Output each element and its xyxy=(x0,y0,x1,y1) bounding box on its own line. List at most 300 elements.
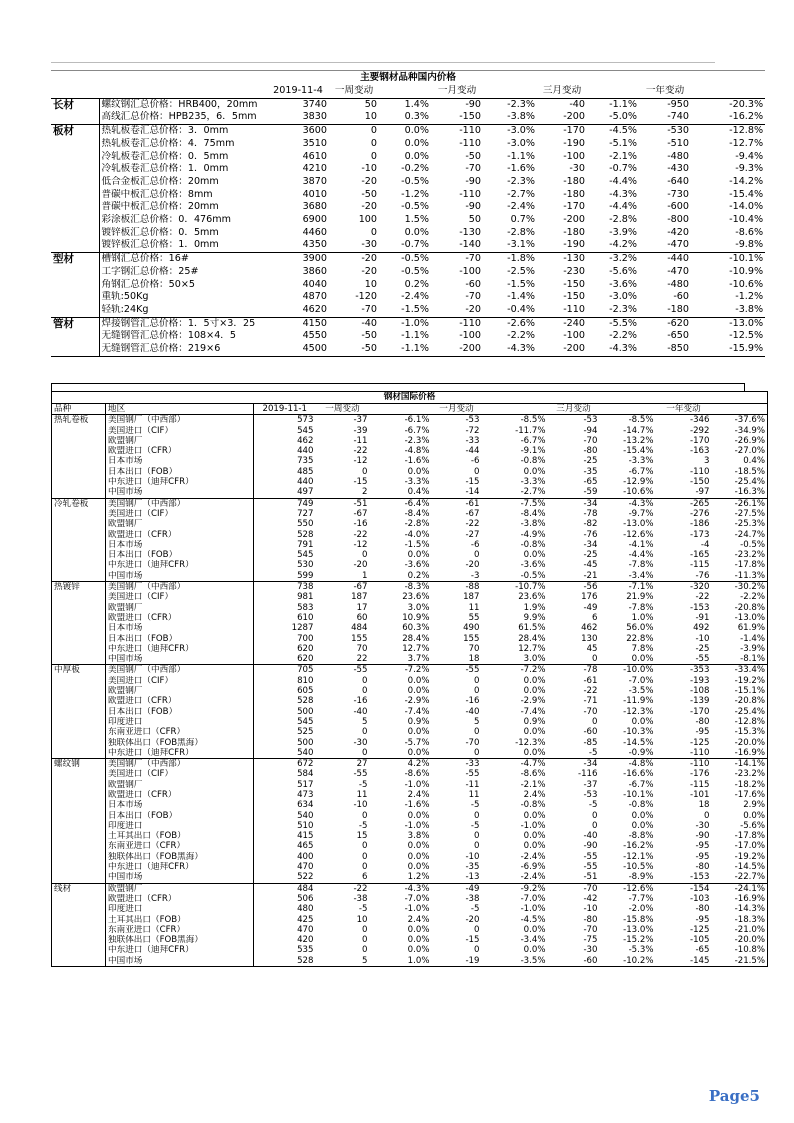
value-cell: 705 xyxy=(254,665,316,676)
category-cell xyxy=(52,519,106,529)
value-cell: -60 xyxy=(583,727,598,738)
value-cell: -292 xyxy=(689,425,710,436)
table-row xyxy=(52,841,768,851)
item-name-cell: 中国市场 xyxy=(106,872,254,883)
category-cell xyxy=(52,935,106,945)
value-cell: 0.0% xyxy=(523,466,546,477)
value-cell: -2.1% xyxy=(520,779,546,790)
value-cell: 0 xyxy=(474,747,480,758)
value-cell: -1.0% xyxy=(404,904,430,915)
value-cell: -2.2% xyxy=(609,330,637,342)
value-cell: -0.8% xyxy=(520,800,546,811)
value-cell: -12.8% xyxy=(691,125,765,138)
item-name-cell: 中东进口（迪拜CFR） xyxy=(106,862,254,872)
value-cell: -0.7% xyxy=(609,163,637,175)
table-row xyxy=(51,291,765,304)
value-cell: -165 xyxy=(689,550,710,561)
value-cell: -10.8% xyxy=(734,945,766,956)
value-cell: -346 xyxy=(689,415,710,426)
value-cell: 56.0% xyxy=(626,623,654,634)
value-cell: 470 xyxy=(297,924,314,935)
value-cell: -480 xyxy=(667,278,689,290)
table-row xyxy=(52,446,768,456)
value-cell: -140 xyxy=(459,239,481,251)
value-cell: -72 xyxy=(465,425,480,436)
value-cell: -180 xyxy=(563,188,585,200)
value-cell: -10.1% xyxy=(623,789,654,800)
value-cell: -170 xyxy=(537,125,587,138)
value-cell: 0 xyxy=(474,727,480,738)
item-name-cell: 日本市场 xyxy=(106,456,254,466)
value-cell: -4.1% xyxy=(628,539,654,550)
value-cell: 0.0% xyxy=(407,675,430,686)
item-name-cell: 美国进口（CIF） xyxy=(106,509,254,519)
value-cell: 700 xyxy=(297,633,314,644)
value-cell: -8.6% xyxy=(404,769,430,780)
value-cell: -44 xyxy=(465,446,480,457)
header-cell xyxy=(712,404,768,415)
value-cell: -10.0% xyxy=(600,665,656,676)
item-name-cell: 欧盟钢厂 xyxy=(106,603,254,613)
value-cell: -5 xyxy=(470,904,480,915)
header-cell xyxy=(482,404,548,415)
value-cell: -7.5% xyxy=(482,498,548,509)
value-cell: 0 xyxy=(474,550,480,561)
value-cell: 3830 xyxy=(302,111,327,123)
table-row xyxy=(52,467,768,477)
value-cell: -4.3% xyxy=(609,188,637,200)
value-cell: -20.0% xyxy=(734,737,766,748)
value-cell: -0.5% xyxy=(379,253,431,266)
item-name-cell: 彩涂板汇总价格：0．476mm xyxy=(101,214,231,226)
value-cell: -800 xyxy=(667,214,689,226)
value-cell: -6.7% xyxy=(628,466,654,477)
value-cell: 583 xyxy=(297,602,314,613)
value-cell: 4150 xyxy=(267,317,329,330)
item-name-cell: 美国钢厂（中西部） xyxy=(106,665,254,676)
table-row xyxy=(52,623,768,633)
table-row xyxy=(52,956,768,967)
value-cell: -37.6% xyxy=(734,415,766,426)
value-cell: -9.8% xyxy=(735,239,764,251)
value-cell: 517 xyxy=(297,779,314,790)
category-cell xyxy=(52,686,106,696)
value-cell: -27.5% xyxy=(734,508,766,519)
value-cell: -4.3% xyxy=(587,343,639,356)
item-name-cell: 高线汇总价格：HPB235，6．5mm xyxy=(101,111,257,123)
value-cell: -50 xyxy=(465,150,481,162)
table-row xyxy=(52,925,768,935)
value-cell: -23.2% xyxy=(734,769,766,780)
value-cell: 545 xyxy=(297,550,314,561)
item-name-cell: 欧盟进口（CFR） xyxy=(106,894,254,904)
value-cell: -15 xyxy=(353,477,368,488)
value-cell: -180 xyxy=(563,226,585,238)
value-cell: 11 xyxy=(356,789,368,800)
value-cell: -5.0% xyxy=(609,111,637,123)
value-cell: -27.0% xyxy=(734,446,766,457)
value-cell: -3.9% xyxy=(609,226,637,238)
table-row xyxy=(52,717,768,727)
value-cell: -4.7% xyxy=(482,759,548,770)
header-cell: 三月变动 xyxy=(537,85,587,98)
value-cell: 0 xyxy=(370,150,377,162)
value-cell: 4350 xyxy=(302,239,327,251)
value-cell: 1.4% xyxy=(404,98,429,110)
value-cell: 0 xyxy=(592,820,598,831)
value-cell: 0.9% xyxy=(407,716,430,727)
value-cell: -2.5% xyxy=(507,265,535,277)
value-cell: 0 xyxy=(474,945,480,956)
value-cell: 672 xyxy=(254,759,316,770)
value-cell: -70 xyxy=(583,435,598,446)
value-cell: 480 xyxy=(297,904,314,915)
value-cell: -163 xyxy=(689,446,710,457)
value-cell: -0.8% xyxy=(520,539,546,550)
item-name-cell: 欧盟钢厂 xyxy=(106,780,254,790)
value-cell: -3.0% xyxy=(483,125,537,138)
item-name-cell: 中东进口（迪拜CFR） xyxy=(106,560,254,570)
value-cell: -30 xyxy=(583,945,598,956)
value-cell: -100 xyxy=(563,150,585,162)
value-cell: 522 xyxy=(297,872,314,883)
value-cell: 4010 xyxy=(302,188,327,200)
header-cell xyxy=(600,404,656,415)
value-cell: 4610 xyxy=(302,150,327,162)
value-cell: 484 xyxy=(351,623,368,634)
header-cell: 2019-11-4 xyxy=(267,85,329,98)
value-cell: 599 xyxy=(297,570,314,581)
value-cell: -5.1% xyxy=(609,137,637,149)
value-cell: 10 xyxy=(364,278,377,290)
value-cell: 550 xyxy=(297,519,314,530)
value-cell: -30.2% xyxy=(712,582,768,593)
value-cell: 6900 xyxy=(302,214,327,226)
value-cell: -25 xyxy=(583,550,598,561)
value-cell: 0.0% xyxy=(523,747,546,758)
value-cell: -130 xyxy=(459,226,481,238)
value-cell: -115 xyxy=(689,779,710,790)
value-cell: 0.0% xyxy=(407,841,430,852)
value-cell: 749 xyxy=(254,498,316,509)
value-cell: -10 xyxy=(361,163,377,175)
table-row xyxy=(51,214,765,227)
value-cell: -15.4% xyxy=(729,188,764,200)
category-cell xyxy=(52,436,106,446)
value-cell: 1.5% xyxy=(404,214,429,226)
category-cell xyxy=(52,613,106,623)
table-header-row xyxy=(52,404,768,415)
category-cell xyxy=(52,925,106,935)
value-cell: -100 xyxy=(563,330,585,342)
value-cell: -19 xyxy=(465,955,480,966)
value-cell: 738 xyxy=(254,582,316,593)
value-cell: 0.4% xyxy=(407,487,430,498)
table-row xyxy=(52,862,768,872)
value-cell: 415 xyxy=(297,831,314,842)
value-cell: -1.0% xyxy=(520,820,546,831)
value-cell: -5.6% xyxy=(740,820,766,831)
value-cell: -20.8% xyxy=(734,602,766,613)
item-name-cell: 中国市场 xyxy=(106,487,254,498)
table-row xyxy=(51,279,765,292)
value-cell: 490 xyxy=(463,623,480,634)
value-cell: -440 xyxy=(639,253,691,266)
item-name-cell: 欧盟进口（CFR） xyxy=(106,613,254,623)
table-row xyxy=(52,477,768,487)
value-cell: -70 xyxy=(583,706,598,717)
value-cell: -3.4% xyxy=(520,935,546,946)
category-cell: 热轧卷板 xyxy=(52,415,106,426)
value-cell: 400 xyxy=(297,851,314,862)
value-cell: -30 xyxy=(353,737,368,748)
value-cell: 4870 xyxy=(302,291,327,303)
value-cell: 0 xyxy=(362,675,368,686)
value-cell: -76 xyxy=(695,570,710,581)
value-cell: -5.6% xyxy=(609,265,637,277)
value-cell: -95 xyxy=(695,727,710,738)
value-cell: -40 xyxy=(329,317,379,330)
value-cell: -276 xyxy=(689,508,710,519)
value-cell: -30 xyxy=(695,820,710,831)
value-cell: 634 xyxy=(297,800,314,811)
value-cell: -3.6% xyxy=(609,278,637,290)
value-cell: -1.6% xyxy=(507,163,535,175)
value-cell: 12.7% xyxy=(402,643,430,654)
value-cell: -67 xyxy=(465,508,480,519)
value-cell: 0.0% xyxy=(407,935,430,946)
value-cell: -7.2% xyxy=(370,665,432,676)
value-cell: 540 xyxy=(297,810,314,821)
value-cell: 45 xyxy=(586,643,598,654)
value-cell: -10.4% xyxy=(729,214,764,226)
category-cell xyxy=(52,790,106,800)
value-cell: -1.0% xyxy=(520,904,546,915)
header-cell: 一月变动 xyxy=(432,404,482,415)
table-row xyxy=(51,125,765,138)
value-cell: -26.9% xyxy=(734,435,766,446)
value-cell: -7.0% xyxy=(404,893,430,904)
page-number-label: Page5 xyxy=(708,1087,760,1105)
category-cell: 螺纹钢 xyxy=(52,759,106,770)
table-row xyxy=(51,343,765,356)
value-cell: -90 xyxy=(465,175,481,187)
value-cell: -33 xyxy=(432,759,482,770)
value-cell: 0.0% xyxy=(407,945,430,956)
value-cell: -60 xyxy=(583,955,598,966)
value-cell: 23.6% xyxy=(518,592,546,603)
value-cell: -4.3% xyxy=(370,883,432,894)
value-cell: -5.5% xyxy=(587,317,639,330)
value-cell: -470 xyxy=(667,239,689,251)
value-cell: -35 xyxy=(583,466,598,477)
value-cell: -20.8% xyxy=(734,696,766,707)
table-row xyxy=(52,935,768,945)
value-cell: -15 xyxy=(465,935,480,946)
category-cell xyxy=(52,509,106,519)
value-cell: 15 xyxy=(356,831,368,842)
value-cell: -4.3% xyxy=(600,498,656,509)
value-cell: -0.4% xyxy=(507,303,535,315)
value-cell: -16.9% xyxy=(734,893,766,904)
value-cell: 70 xyxy=(468,643,480,654)
item-name-cell: 冷轧板卷汇总价格：1．0mm xyxy=(101,163,229,175)
value-cell: -19.2% xyxy=(734,851,766,862)
value-cell: -139 xyxy=(689,696,710,707)
value-cell: -1.8% xyxy=(483,253,537,266)
value-cell: 0.0% xyxy=(523,550,546,561)
value-cell: 0.0% xyxy=(631,654,654,665)
value-cell: 0 xyxy=(474,686,480,697)
item-name-cell: 欧盟钢厂 xyxy=(106,686,254,696)
value-cell: -12.6% xyxy=(600,883,656,894)
value-cell: -16.9% xyxy=(734,747,766,758)
value-cell: -11.7% xyxy=(515,425,546,436)
value-cell: 11 xyxy=(468,789,480,800)
value-cell: 4550 xyxy=(302,330,327,342)
value-cell: -21.0% xyxy=(734,924,766,935)
value-cell: 4.2% xyxy=(370,759,432,770)
value-cell: -25.4% xyxy=(734,706,766,717)
value-cell: 727 xyxy=(297,508,314,519)
value-cell: 981 xyxy=(297,592,314,603)
category-cell: 线材 xyxy=(52,883,106,894)
value-cell: -1.0% xyxy=(404,779,430,790)
value-cell: -110 xyxy=(563,303,585,315)
value-cell: 50 xyxy=(468,214,481,226)
value-cell: -3.0% xyxy=(609,291,637,303)
item-name-cell: 中东进口（迪拜CFR） xyxy=(106,477,254,487)
value-cell: -1.1% xyxy=(609,98,637,110)
header-cell xyxy=(587,85,639,98)
value-cell: 0 xyxy=(362,810,368,821)
value-cell: -3.4% xyxy=(628,570,654,581)
value-cell: 530 xyxy=(297,560,314,571)
table-row xyxy=(52,540,768,550)
category-cell xyxy=(51,279,99,292)
value-cell: -530 xyxy=(639,125,691,138)
value-cell: -4.5% xyxy=(587,125,639,138)
value-cell: 55 xyxy=(468,612,480,623)
item-name-cell: 中东进口（迪拜CFR） xyxy=(106,945,254,955)
value-cell: 0 xyxy=(362,841,368,852)
value-cell: -20 xyxy=(353,560,368,571)
value-cell: -55 xyxy=(695,654,710,665)
value-cell: -22 xyxy=(695,592,710,603)
value-cell: -110 xyxy=(459,137,481,149)
value-cell: 3.8% xyxy=(407,831,430,842)
value-cell: -10.2% xyxy=(623,955,654,966)
value-cell: 0.0% xyxy=(523,810,546,821)
value-cell: 0.9% xyxy=(523,716,546,727)
value-cell: -30 xyxy=(361,239,377,251)
table-header-row xyxy=(51,85,765,98)
value-cell: 18 xyxy=(698,800,710,811)
value-cell: -180 xyxy=(667,303,689,315)
value-cell: -4.4% xyxy=(628,550,654,561)
item-name-cell: 冷轧板卷汇总价格：0．5mm xyxy=(101,150,229,162)
value-cell: -9.4% xyxy=(735,150,764,162)
item-name-cell: 中东进口（迪拜CFR） xyxy=(106,748,254,759)
value-cell: -78 xyxy=(548,665,600,676)
value-cell: 0 xyxy=(704,810,710,821)
value-cell: -2.9% xyxy=(520,696,546,707)
value-cell: -2.0% xyxy=(628,904,654,915)
table-row xyxy=(52,426,768,436)
value-cell: 497 xyxy=(297,487,314,498)
value-cell: -14.5% xyxy=(734,862,766,873)
value-cell: -200 xyxy=(431,343,483,356)
value-cell: -7.2% xyxy=(482,665,548,676)
table-row xyxy=(52,571,768,582)
value-cell: -30 xyxy=(569,163,585,175)
value-cell: 484 xyxy=(254,883,316,894)
table-row xyxy=(52,883,768,894)
table-row xyxy=(52,603,768,613)
value-cell: -7.7% xyxy=(628,893,654,904)
value-cell: -11.3% xyxy=(734,570,766,581)
value-cell: -15.2% xyxy=(623,935,654,946)
value-cell: -49 xyxy=(432,883,482,894)
table-row xyxy=(51,317,765,330)
value-cell: 0.0% xyxy=(631,716,654,727)
value-cell: 60 xyxy=(356,612,368,623)
value-cell: 50 xyxy=(364,98,377,110)
value-cell: 5 xyxy=(474,716,480,727)
value-cell: -200 xyxy=(537,343,587,356)
value-cell: 462 xyxy=(297,435,314,446)
value-cell: -180 xyxy=(563,175,585,187)
value-cell: -14.5% xyxy=(623,737,654,748)
category-cell xyxy=(52,738,106,748)
value-cell: 0.0% xyxy=(407,862,430,873)
value-cell: 3870 xyxy=(302,175,327,187)
value-cell: 100 xyxy=(358,214,377,226)
item-name-cell: 焊接钢管汇总价格：1．5寸×3．25 xyxy=(99,317,267,330)
header-cell: 一月变动 xyxy=(431,85,483,98)
category-cell xyxy=(51,111,99,124)
value-cell: -27 xyxy=(465,529,480,540)
value-cell: -10 xyxy=(465,851,480,862)
value-cell: -12.8% xyxy=(734,716,766,727)
value-cell: -730 xyxy=(667,188,689,200)
category-cell xyxy=(51,176,99,189)
value-cell: 0.2% xyxy=(404,278,429,290)
value-cell: -10.7% xyxy=(482,582,548,593)
value-cell: -8.6% xyxy=(735,226,764,238)
value-cell: 791 xyxy=(297,539,314,550)
value-cell: -115 xyxy=(689,560,710,571)
value-cell: -0.5% xyxy=(401,175,429,187)
value-cell: -200 xyxy=(563,111,585,123)
value-cell: 1.0% xyxy=(631,612,654,623)
value-cell: -6.1% xyxy=(404,415,430,426)
value-cell: -91 xyxy=(695,612,710,623)
value-cell: -21 xyxy=(583,570,598,581)
value-cell: -10 xyxy=(695,633,710,644)
value-cell: -55 xyxy=(583,862,598,873)
item-name-cell: 美国进口（CIF） xyxy=(106,592,254,602)
category-cell xyxy=(51,304,99,317)
category-cell xyxy=(52,446,106,456)
header-cell: 一年变动 xyxy=(656,404,712,415)
value-cell: 528 xyxy=(297,955,314,966)
table-row xyxy=(51,176,765,189)
table-row xyxy=(52,872,768,883)
value-cell: 528 xyxy=(297,696,314,707)
value-cell: -80 xyxy=(583,914,598,925)
value-cell: -4.3% xyxy=(483,343,537,356)
